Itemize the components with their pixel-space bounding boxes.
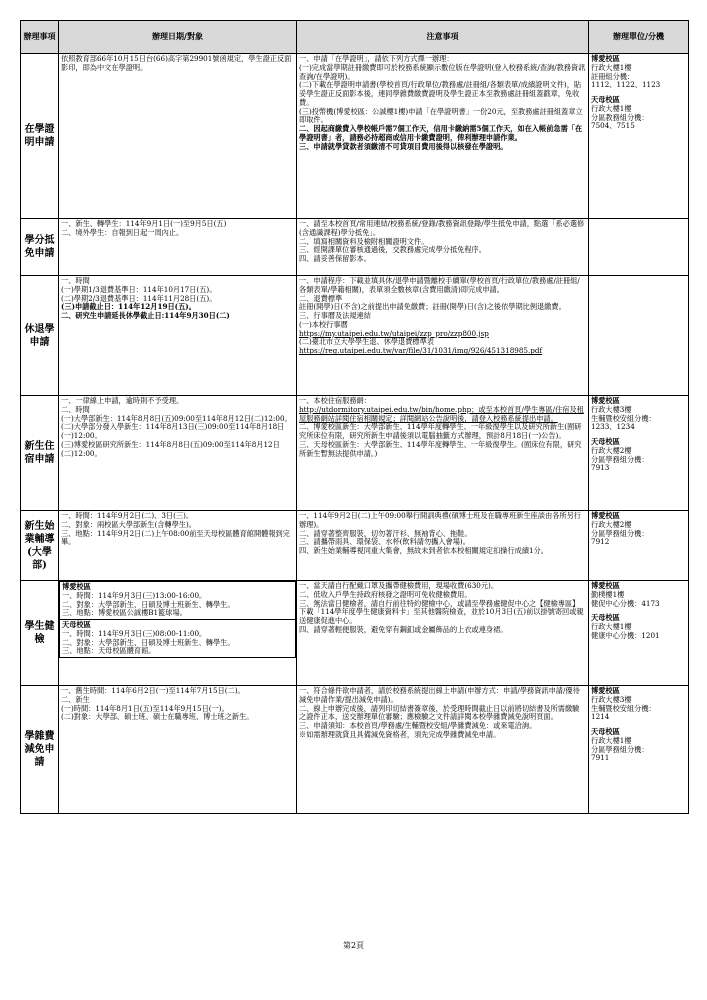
text-line: (一)完成當學期註冊繳費即可於校務系統顯示數位版在學證明(登入校務系統/查詢/教務資訊查詢/在學證明)。 — [299, 62, 586, 81]
text-line: 行政大樓1樓 — [591, 103, 632, 113]
row-unit — [589, 276, 689, 396]
page-number: 第2頁 — [342, 941, 365, 950]
text-line: 分區學務組分機： — [591, 454, 649, 464]
row-item: 在學證明申請 — [21, 54, 59, 219]
text-line: 分區教務組分機： — [591, 112, 649, 122]
text-line: 博愛校區 — [591, 511, 620, 520]
row-unit — [589, 511, 689, 581]
text-line: (二)對象：大學部、碩士班、碩士在職專班、博士班之新生。 — [61, 712, 254, 722]
text-line: 二、對象：大學部新生、日碩及博士班新生、轉學生。 — [62, 599, 235, 609]
row-dates — [59, 511, 297, 581]
campus-block-boai — [59, 581, 296, 620]
row-dates — [59, 54, 297, 219]
text-line: 二、請穿著整齊服裝，切勿著汗衫、無袖背心、拖鞋。 — [299, 528, 472, 538]
header-notes: 注意事項 — [297, 21, 589, 54]
row-item: 學生健檢 — [21, 581, 59, 686]
text-line: 一、一律線上申請，逾時則不予受理。 — [61, 396, 184, 405]
text-line: (二)大學部分發入學新生：114年8月13日(三)09:00至114年8月18日(一)12:00。 — [61, 422, 285, 441]
campus-label: 天母校區 — [62, 620, 91, 630]
text-line: 行政大樓2樓 — [591, 519, 632, 529]
text-line: 一、114年9月2日(二)上午09:00舉行開訓典禮(碩博士班及在職專班新生座談由各所另行辦理)。 — [299, 511, 581, 529]
text-line: 健康中心分機：1201 — [591, 630, 660, 640]
text-line: 行政大樓2樓 — [591, 445, 632, 455]
text-line: 一、符合條件欲申請者，請於校務系統提出線上申請(申辦方式：申請/學務資訊申請/優待減免申請作業/提出減免申請)。 — [299, 686, 580, 704]
text-line: 一、新生、轉學生：114年9月1日(一)至9月5日(五) — [61, 219, 227, 228]
text-line: 健促中心分機：4173 — [591, 598, 660, 608]
text-line: 博愛校區 — [591, 581, 620, 590]
text-line: 1112、1122、1123 — [591, 80, 661, 90]
text-line: 三、申請須知：本校首頁/學務處/生輔暨校安組/學雜費減免：或來電洽詢。 — [299, 721, 537, 731]
text-line: 三、無法當日健檢者，請自行前往特約健檢中心，或請至學務處健促中心之【健檢專區】下載「114學年度學生健康資料卡」至其他醫院檢查，並於10月3日(五)前以掛號寄回或親送健康促進中心。 — [299, 598, 584, 626]
text-line: 1214 — [591, 712, 610, 722]
text-line: 三、天母校區新生：大學部新生、114學年度轉學生、一年級復學生。(囿床位有限，研究所新生暫無法提供申請。) — [299, 439, 582, 458]
text-line: 二、因起商繳費入學校帳戶需7個工作天，信用卡繳納需5個工作天，如在入帳前急需「在學證明書」者，請務必持超商或信用卡繳費證明，俾利辦理申請作業。 — [299, 124, 583, 143]
text-line: 四、新生始業輔導視同重大集會，無故未到者依本校相關規定扣操行成績1分。 — [299, 546, 548, 556]
header-dates: 辦理日期/對象 — [59, 21, 297, 54]
header-item: 辦理事項 — [21, 21, 59, 54]
text-line: 三、行事曆及法規連結 — [299, 311, 371, 321]
campus-lines — [62, 592, 293, 618]
row-unit — [589, 54, 689, 219]
text-line: 一、時間：114年9月3日(三)13:00-16:00。 — [62, 590, 207, 600]
row-item: 學雜費減免申請 — [21, 686, 59, 814]
row-unit — [589, 396, 689, 511]
text-line: 二、對象：大學部新生、日碩及博士班新生、轉學生。 — [62, 637, 235, 647]
table-header-row — [21, 21, 689, 54]
text-line: (二)臺北市立大學學生退、休學退費標準表 — [299, 337, 434, 347]
text-line: 博愛校區 — [591, 396, 620, 405]
row-item: 新生始業輔導(大學部) — [21, 511, 59, 581]
text-line: 二、線上申辦完成後，請列印切結書簽章後，於受理時間截止日以前將切結書及所需繳驗之證件正本，送交辦理單位審驗；應檢驗之文件請詳閱本校學雜費減免說明頁面。 — [299, 703, 580, 722]
table-row — [21, 581, 689, 686]
text-line: 三、地點：114年9月2日(二)上午08:00前至天母校區體育館開體報到完畢。 — [61, 528, 290, 547]
text-line: 四、請妥善保留影本。 — [299, 254, 371, 264]
text-line: (三)申請截止日：114年12月19日(五)。 — [61, 302, 196, 312]
text-line: 博愛校區 — [591, 54, 620, 63]
text-line: 天母校區 — [591, 613, 620, 623]
text-line: 一、時間：114年9月3日(三)08:00-11:00。 — [62, 628, 207, 638]
text-line: 天母校區 — [591, 727, 620, 737]
text-line: 一、申請程序：下載並填具休/退學申請暨離校手續單(學校首頁/行政單位/教務處/註冊組/各類表單/學籍相關)，表單須全數核章(含費用繳清)即完成申請。 — [299, 276, 580, 294]
info-table — [20, 20, 689, 814]
text-line: 一、申請「在學證明」，請依下列方式擇一辦理： — [299, 54, 454, 63]
text-line: 一、請至本校首頁/常用連結/校務系統/登錄/教務資訊登錄/學生抵免申請，點選「系必選修(含通識課程)學分抵免」。 — [299, 219, 585, 237]
row-notes — [297, 581, 589, 686]
text-line: 行政大樓1樓 — [591, 62, 632, 72]
text-line: 二、新生 — [61, 694, 90, 704]
row-notes — [297, 511, 589, 581]
table-row — [21, 396, 689, 511]
row-unit — [589, 686, 689, 814]
text-line: 一、當天請自行配戴口罩及攜帶健檢費用，現場收費(630元)。 — [299, 581, 499, 590]
text-line: 7504、7515 — [591, 121, 635, 131]
text-line: 三、地點：天母校區體育館。 — [62, 646, 156, 656]
text-line: 天母校區 — [591, 95, 620, 105]
text-line: 註冊(開學)日(不含)之前提出申請免繳費；註冊(開學)日(含)之後依學期比例退繳費。 — [299, 302, 566, 312]
text-line: 一、時間：114年9月2日(二)、3日(三)。 — [61, 511, 194, 520]
text-line: 三、地點：博愛校區公誠樓B1籃球場。 — [62, 608, 187, 618]
text-line[interactable]: https://my.utaipei.edu.tw/utaipei/zzp_pro/zzp800.jsp — [299, 328, 489, 338]
document-page — [20, 20, 688, 814]
text-line: 分區學務組分機： — [591, 744, 649, 754]
row-dates — [59, 219, 297, 276]
text-line: 三、申請就學貸款者須繳清不可貸項目費用後得以核發在學證明。 — [299, 141, 508, 151]
text-line: 二、填寫相關資料及檢附相關證明文件。 — [299, 236, 429, 246]
text-line: 二、退費標準 — [299, 293, 343, 303]
row-item: 新生住宿申請 — [21, 396, 59, 511]
text-line: 四、請穿著輕便服裝，避免穿有鋼釦或金屬飾品的上衣或連身裙。 — [299, 624, 508, 634]
text-line: 博愛校區 — [591, 686, 620, 695]
text-line: 行政大樓1樓 — [591, 735, 632, 745]
campus-label: 博愛校區 — [62, 582, 91, 591]
row-dates — [59, 686, 297, 814]
text-line: (一)大學部新生：114年8月8日(五)09:00至114年8月12日(二)12:00。 — [61, 413, 292, 423]
text-line[interactable]: https://reg.utaipei.edu.tw/var/file/31/1031/img/926/451318985.pdf — [299, 346, 543, 356]
text-line: 一、本校住宿服務網： — [299, 396, 371, 405]
text-line: 二、研究生申請延長休學截止日:114年9月30日(二) — [61, 311, 230, 321]
text-line: 分區學務組分機： — [591, 528, 649, 538]
text-line: 7911 — [591, 753, 610, 763]
row-dates — [59, 396, 297, 511]
row-item: 休退學申請 — [21, 276, 59, 396]
text-line: 7913 — [591, 463, 610, 473]
text-line: 二、低收入戶學生持政府核發之證明可免收健檢費用。 — [299, 589, 472, 599]
text-line: 依照教育部66年10月15日台(66)高字第29901號函規定，學生證正反面影印，即為中文在學證明。 — [61, 54, 292, 72]
text-line: 生輔暨校安組分機： — [591, 703, 656, 713]
text-line: 三、請攜帶雨具、環保袋、水杯(飲料請勿攜入會場)。 — [299, 537, 470, 547]
text-line: (二)學期2/3退費基準日：114年11月28日(五)。 — [61, 293, 217, 303]
text-line: 二、對象：兩校區大學部新生(含轉學生)。 — [61, 519, 196, 529]
row-notes — [297, 276, 589, 396]
text-line: 行政大樓3樓 — [591, 404, 632, 414]
campus-block-tianmu — [59, 620, 296, 658]
text-line: 天母校區 — [591, 437, 620, 447]
table-row — [21, 511, 689, 581]
campus-lines — [62, 630, 293, 656]
text-line: (三)博愛校區研究所新生：114年8月8日(五)09:00至114年8月12日(二)12:00。 — [61, 439, 280, 458]
text-line: (一)學期1/3退費基準日：114年10月17日(五)。 — [61, 284, 217, 294]
row-unit — [589, 581, 689, 686]
text-line: 二、時間 — [61, 404, 90, 414]
table-row — [21, 219, 689, 276]
text-line: 生輔暨校安組分機： — [591, 413, 656, 423]
text-line: 註冊組分機： — [591, 71, 635, 81]
row-dates — [59, 276, 297, 396]
text-line: 勤樸樓1樓 — [591, 589, 625, 599]
text-line: 二、境外學生：自報到日起一周內止。 — [61, 227, 184, 237]
table-row — [21, 686, 689, 814]
row-notes — [297, 686, 589, 814]
text-line: (一)本校行事曆 — [299, 319, 348, 329]
row-notes — [297, 396, 589, 511]
text-line: 一、時間 — [61, 276, 90, 285]
text-line: ※如需辦理就貸且具備減免資格者，須先完成學雜費減免申請。 — [299, 729, 501, 739]
text-line: 行政大樓3樓 — [591, 694, 632, 704]
text-line: 二、博愛校區新生：大學部新生、114學年度轉學生、一年級復學生以及研究所新生(囿研究所床位有限，研究所新生申請後須以電腦抽籤方式辦理，預計8月18日(一)公告)。 — [299, 422, 582, 441]
text-line: (三)投幣機(博愛校區：公誠樓1樓)申請「在學證明書」一份20元，至教務處註冊組蓋章立即取件。 — [299, 106, 583, 125]
text-line: 1233、1234 — [591, 422, 635, 432]
text-line[interactable]: http://utdormitory.utaipei.edu.tw/bin/home.php；或至本校首頁/學生專區/住宿及租屋服務網站詳閱住宿相關規定；詳閱網站公告說明後，請登入校務系統提出申請。 — [299, 404, 584, 423]
text-line: 一、舊生時間：114年6月2日(一)至114年7月15日(二)。 — [61, 686, 245, 695]
text-line: 三、經開課單位審核通過後，交教務處完成學分抵免程序。 — [299, 245, 486, 255]
text-line: 行政大樓1樓 — [591, 622, 632, 632]
text-line: (一)時間：114年8月1日(五)至114年9月15日(一)。 — [61, 703, 229, 713]
row-notes — [297, 54, 589, 219]
row-dates — [59, 581, 297, 686]
text-line: 7912 — [591, 537, 610, 547]
row-unit — [589, 219, 689, 276]
header-unit: 辦理單位/分機 — [589, 21, 689, 54]
table-row — [21, 276, 689, 396]
text-line: (二)下載在學證明申請書(學校首頁/行政單位/教務處/註冊組/各類表單/成績證明文件)，貼妥學生證正反面影本後，連同學雜費繳費證明及學生證正本至教務處註冊組蓋戳章，免收費。 — [299, 80, 582, 107]
table-row — [21, 54, 689, 219]
row-notes — [297, 219, 589, 276]
row-item: 學分抵免申請 — [21, 219, 59, 276]
